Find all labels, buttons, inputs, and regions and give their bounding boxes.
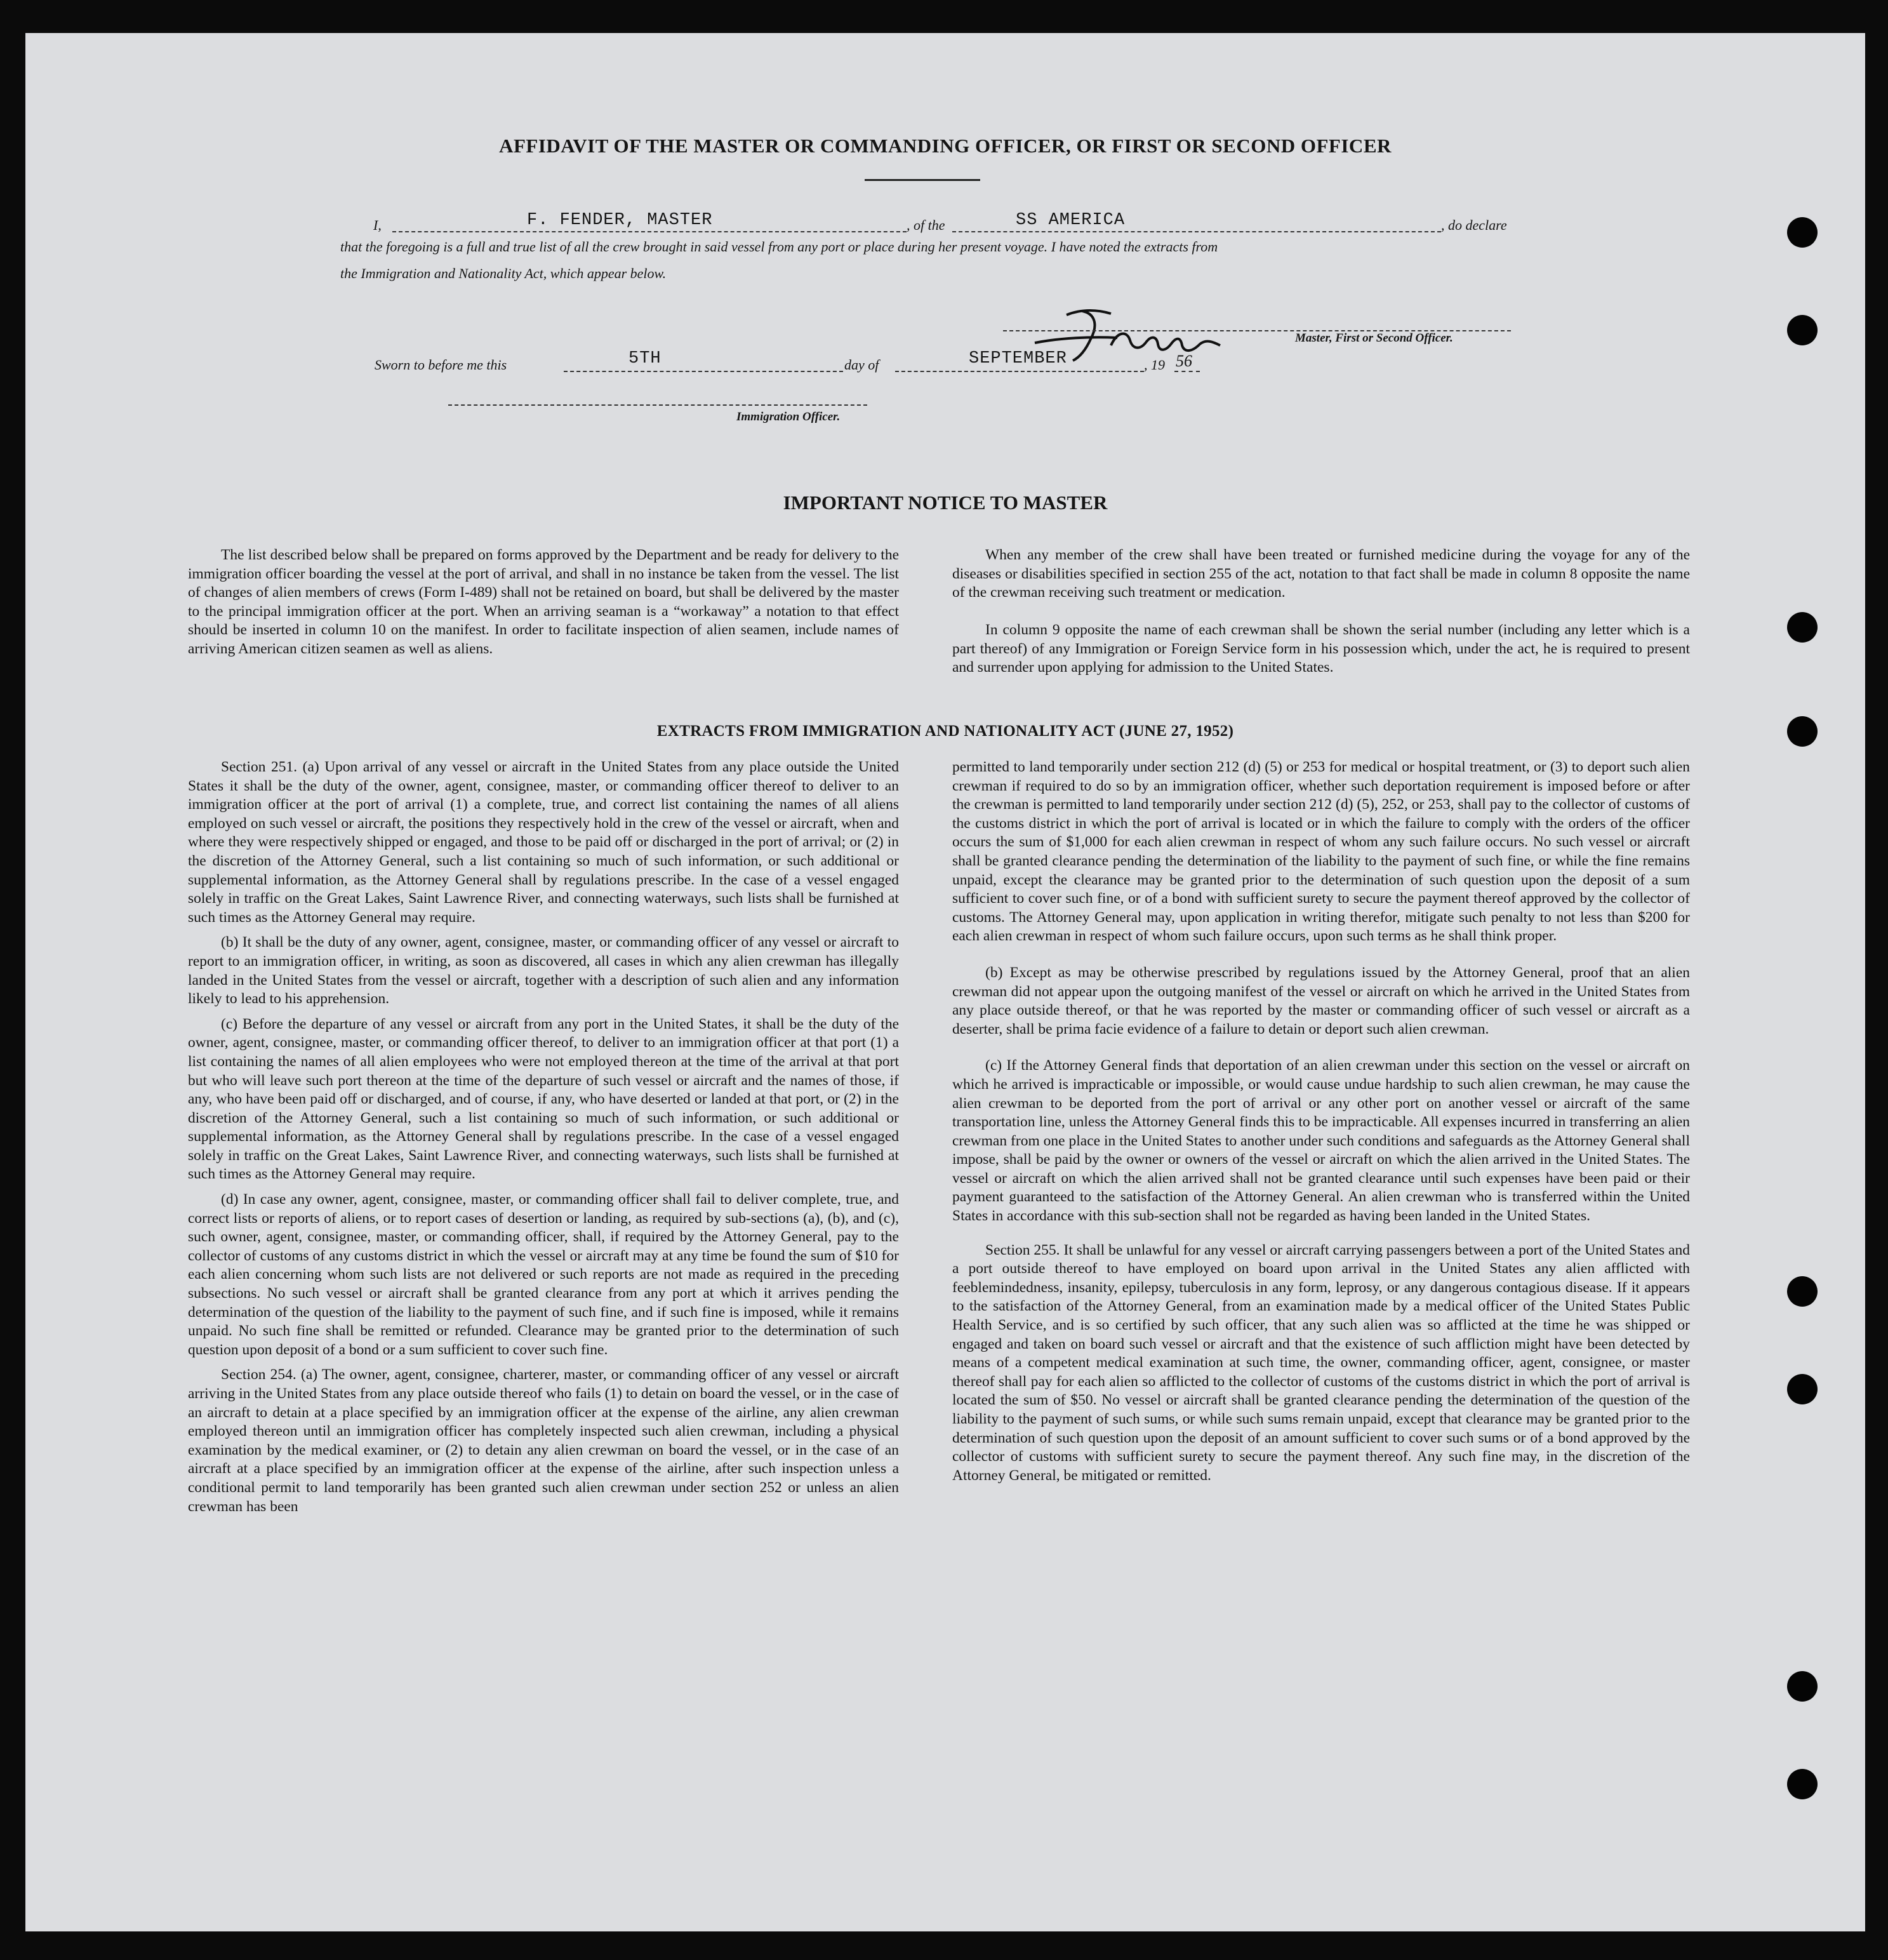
statement-line-1: that the foregoing is a full and true list of all the crew brought in said vessel from any port or place during her present voyage. I have noted the extracts from: [340, 239, 1218, 255]
notice-right-paragraph-2: In column 9 opposite the name of each crewman shall be shown the serial number (including any letter which is a part thereof) of any Immigration or Foreign Service form in his possession which, under the act, he is required to present and surrender upon applying for admission to the United States.: [952, 622, 1690, 676]
do-declare-label: , do declare: [1441, 217, 1507, 233]
master-name-value: F. FENDER, MASTER: [527, 211, 713, 230]
officer-label: Immigration Officer.: [736, 410, 841, 423]
section-255: Section 255. It shall be unlawful for any vessel or aircraft carrying passengers between a port of the United States and a port outside thereof to have employed on board upon arrival in the United States any alien afflicted with feeblemindedness, insanity, epilepsy, tuberculosis in any form, leprosy, or any dangerous contagious disease. If it appears to the satisfaction of the Attorney General, from an examination made by a medical officer of the United States Public Health Service, and is so certified by such officer, that any such alien was so afflicted at the time he was shipped or engaged and taken on board such vessel or aircraft and that the existence of such affliction might have been detected by means of a competent medical examination at such time, the owner, commanding officer, agent, consignee, or master thereof shall pay for each alien so afflicted to the collector of customs of the customs district in which the port of arrival is located the sum of $50. No vessel or aircraft shall be granted clearance pending the determination of the question of the liability to the payment of such sums, or while such sums remain unpaid, except that clearance may be granted prior to the determination of such question upon the deposit of an amount sufficient to cover such sums or of a bond approved by the collector of customs with sufficient surety to secure the payment thereof. Any such fine may, in the discretion of the Attorney General, be mitigated or remitted.: [952, 1241, 1690, 1484]
notice-title: IMPORTANT NOTICE TO MASTER: [783, 491, 1108, 514]
vessel-name-line: [952, 231, 1441, 232]
section-254-a: Section 254. (a) The owner, agent, consignee, charterer, master, or commanding officer of any vessel or aircraft arriving in the United States from any place outside thereof who fails (1) to detain on board the vessel, or in the case of an aircraft to detain at a place specified by an immigration officer at the expense of the airline, any alien crewman employed thereon until an immigration officer has completely inspected such alien crewman, including a physical examination by the medical examiner, or (2) to detain any alien crewman on board the vessel, or in the case of an aircraft at a place specified by an immigration officer at the expense of the airline, after such inspection unless a conditional permit to land temporarily has been granted such alien crewman under section 252 or unless an alien crewman has been: [188, 1366, 899, 1515]
punch-hole: [1787, 315, 1818, 345]
officer-signature-line: [448, 404, 867, 406]
section-254-c: (c) If the Attorney General finds that deportation of an alien crewman under this section on the vessel or aircraft on which he arrived is impracticable or impossible, or would cause undue hardship to such alien crewman, he may cause the alien crewman to be deported from the port of arrival or any other port on another vessel or aircraft of the same transportation line, unless the Attorney General finds this to be impracticable. All expenses incurred in transferring an alien crewman from one place in the United States to another under such conditions and safeguards as the Attorney General shall impose, shall be paid by the owner or owners of the vessel or aircraft on which the alien arrived in the United States. The vessel or aircraft on which the alien arrived shall not be granted clearance until such expenses have been paid or their payment guaranteed to the satisfaction of the Attorney General. An alien crewman who is transferred within the United States in accordance with this sub-section shall not be regarded as having been landed in the United States.: [952, 1057, 1690, 1225]
master-name-line: [392, 231, 907, 232]
sworn-year-value: 56: [1176, 352, 1192, 370]
punch-hole: [1787, 1671, 1818, 1702]
signature-label: Master, First or Second Officer.: [1295, 331, 1453, 345]
statement-line-2: the Immigration and Nationality Act, which appear below.: [340, 265, 667, 281]
affidavit-title: AFFIDAVIT OF THE MASTER OR COMMANDING OFFICER, OR FIRST OR SECOND OFFICER: [499, 135, 1392, 157]
section-251-d: (d) In case any owner, agent, consignee, master, or commanding officer shall fail to deliver complete, true, and correct lists or reports of aliens, or to report cases of desertion or landing, as required by sub-sections (a), (b), and (c), such owner, agent, consignee, master, or commanding officer, shall, if required by the Attorney General, pay to the collector of customs of any customs district in which the vessel or aircraft may at any time be found the sum of $10 for each alien concerning whom such lists are not delivered or such reports are not made as required in the preceding subsections. No such vessel or aircraft shall be granted clearance from any port at which it arrives pending the determination of the question of the liability to the payment of such fine, and if such fine is imposed, while it remains unpaid. No such fine shall be remitted or refunded. Clearance may be granted prior to the determination of such question upon deposit of a bond or a sum sufficient to cover such fine.: [188, 1191, 899, 1358]
document-sheet: [25, 33, 1865, 1931]
punch-hole: [1787, 217, 1818, 248]
section-254-b: (b) Except as may be otherwise prescribed by regulations issued by the Attorney General, proof that an alien crewman did not appear upon the outgoing manifest of the vessel or aircraft on which he arrived in the United States from any place outside thereof, or that he was reported by the master or commanding officer of such vessel or aircraft as a deserter, shall be prima facie evidence of a failure to detain or deport such alien crewman.: [952, 964, 1690, 1037]
extracts-title: EXTRACTS FROM IMMIGRATION AND NATIONALITY ACT (JUNE 27, 1952): [656, 723, 1234, 740]
section-254-a-continued: permitted to land temporarily under section 212 (d) (5) or 253 for medical or hospital treatment, or (3) to deport such alien crewman if required to do so by an immigration officer, whether such deportation requirement is imposed before or after the crewman is permitted to land temporarily under section 212 (d) (5), 252, or 253, shall pay to the collector of customs of the customs district in which the port of arrival is located or in which the failure to comply with the orders of the officer occurs the sum of $1,000 for each alien crewman in respect of whom any such failure occurs. No such vessel or aircraft shall be granted clearance pending the determination of the liability to the payment of such fine, or while the fine remains unpaid, except the clearance may be granted prior to the determination of such question upon the deposit of a sum sufficient to cover such fine, or of a bond with sufficient surety to secure the payment thereof approved by the collector of customs. The Attorney General may, upon application in writing therefor, mitigate such penalty to not less than $200 for each alien crewman in respect of whom such failure occurs, upon such terms as he shall think proper.: [952, 759, 1690, 945]
sworn-label: Sworn to before me this: [375, 357, 507, 373]
section-251-a: Section 251. (a) Upon arrival of any vessel or aircraft in the United States from any place outside the United States it shall be the duty of the owner, agent, consignee, master, or commanding officer thereof to deliver to an immigration officer at the port of arrival (1) a complete, true, and correct list containing the names of all aliens employed on such vessel or aircraft, the positions they respectively hold in the crew of the vessel or aircraft, when and where they were respectively shipped or engaged, and those to be paid off or discharged in the port of arrival; or (2) in the discretion of the Attorney General, such a list containing so much of such information, or such additional or supplemental information, as the Attorney General shall by regulations prescribe. In the case of a vessel engaged solely in traffic on the Great Lakes, Saint Lawrence River, and connecting waterways, such lists shall be furnished at such times as the Attorney General may require.: [188, 759, 899, 926]
sworn-day-value: 5TH: [628, 349, 661, 368]
extracts-right-column: [952, 758, 1690, 1485]
title-underline: [865, 179, 980, 181]
sworn-month-line: [895, 371, 1144, 372]
sworn-year-line: [1174, 371, 1200, 372]
punch-hole: [1787, 716, 1818, 747]
punch-hole: [1787, 612, 1818, 643]
day-of-label: day of: [844, 357, 879, 373]
sworn-day-line: [564, 371, 843, 372]
year-prefix: , 19: [1144, 357, 1165, 373]
section-251-c: (c) Before the departure of any vessel or aircraft from any port in the United States, it shall be the duty of the owner, agent, consignee, master, or commanding officer thereof, to deliver to an immigration officer at that port (1) a list containing the names of all alien employees who were not employed thereon at the time of the arrival at that port but who will leave such port thereon at the time of the departure of such vessel or aircraft and the names of those, if any, who have been paid off or discharged, and of course, if any, who have deserted or landed at that port, or (2) in the discretion of the Attorney General, such a list containing so much of such information, or such additional or supplemental information, as the Attorney General shall by regulations prescribe. In the case of a vessel engaged solely in traffic on the Great Lakes, Saint Lawrence River, and connecting waterways, such lists shall be furnished at such times as the Attorney General may require.: [188, 1015, 899, 1183]
section-251-b: (b) It shall be the duty of any owner, agent, consignee, master, or commanding officer of any vessel or aircraft to report to an immigration officer, in writing, as soon as discovered, all cases in which any alien crewman has illegally landed in the United States from the vessel or aircraft, together with a description of such alien and any information likely to lead to his apprehension.: [188, 934, 899, 1008]
punch-hole: [1787, 1769, 1818, 1799]
punch-hole: [1787, 1374, 1818, 1404]
of-the-label: , of the: [907, 217, 945, 233]
notice-left-paragraph: The list described below shall be prepared on forms approved by the Department and be ready for delivery to the immigration officer boarding the vessel at the port of arrival, and shall in no instance be taken from the vessel. The list of changes of alien members of crews (Form I-489) shall not be retained on board, but shall be delivered by the master to the principal immigration officer at the port. When an arriving seaman is a “workaway” a notation to that effect should be inserted in column 10 on the manifest. In order to facilitate inspection of alien seamen, include names of arriving American citizen seamen as well as aliens.: [188, 547, 899, 657]
sworn-month-value: SEPTEMBER: [969, 349, 1067, 368]
notice-right-paragraph-1: When any member of the crew shall have been treated or furnished medicine during the voyage for any of the diseases or disabilities specified in section 255 of the act, notation to that fact shall be made in column 8 opposite the name of the crewman receiving such treatment or medication.: [952, 547, 1690, 601]
vessel-name-value: SS AMERICA: [1016, 211, 1126, 230]
extracts-left-column: [188, 758, 899, 1516]
i-label: I,: [373, 217, 382, 233]
punch-hole: [1787, 1276, 1818, 1307]
